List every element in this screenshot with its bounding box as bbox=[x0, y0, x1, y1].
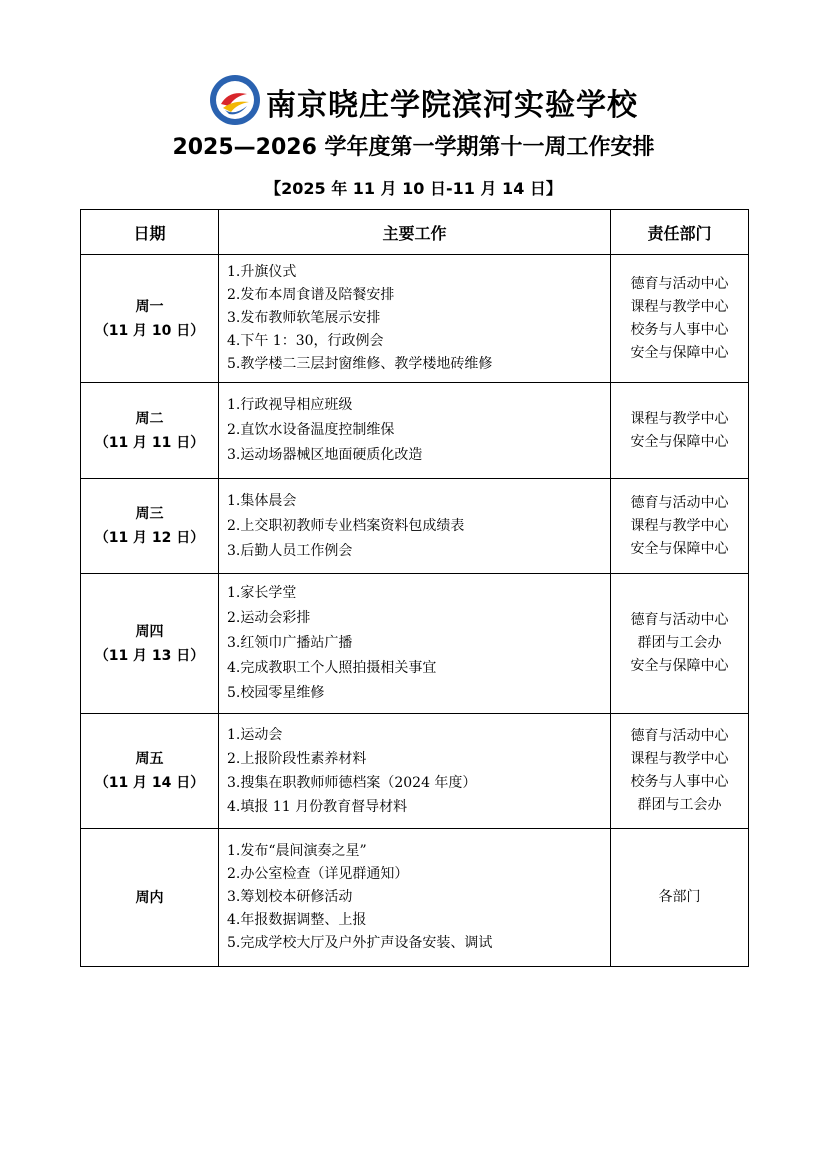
day-cell bbox=[81, 829, 219, 967]
dept-item: 安全与保障中心 bbox=[630, 433, 729, 450]
day-label: 周三 bbox=[135, 506, 164, 522]
day-date: （11 月 10 日） bbox=[94, 322, 205, 339]
column-header-date: 日期 bbox=[81, 210, 219, 255]
work-item: 3.搜集在职教师师德档案（2024 年度） bbox=[227, 775, 477, 791]
work-item: 3.发布教师软笔展示安排 bbox=[227, 310, 381, 326]
table-row bbox=[81, 829, 749, 967]
work-cell bbox=[219, 479, 611, 574]
dept-item: 各部门 bbox=[658, 889, 701, 905]
work-item: 2.直饮水设备温度控制维保 bbox=[227, 422, 395, 438]
dept-item: 课程与教学中心 bbox=[630, 751, 729, 767]
day-cell bbox=[81, 255, 219, 383]
dept-item: 校务与人事中心 bbox=[630, 321, 729, 338]
day-date: （11 月 13 日） bbox=[94, 647, 205, 664]
day-label: 周二 bbox=[135, 410, 164, 427]
day-cell bbox=[81, 479, 219, 574]
dept-item: 群团与工会办 bbox=[637, 635, 722, 651]
dept-item: 群团与工会办 bbox=[637, 797, 722, 813]
day-date: （11 月 14 日） bbox=[94, 775, 205, 791]
column-header-work: 主要工作 bbox=[219, 210, 611, 255]
schedule-table bbox=[80, 209, 749, 967]
dept-cell bbox=[611, 479, 749, 574]
work-item: 4.完成教职工个人照拍摄相关事宜 bbox=[227, 660, 437, 676]
column-header-dept: 责任部门 bbox=[611, 210, 749, 255]
day-date: （11 月 12 日） bbox=[94, 530, 205, 546]
work-cell bbox=[219, 255, 611, 383]
dept-cell bbox=[611, 574, 749, 714]
day-label: 周四 bbox=[135, 623, 164, 640]
work-item: 1.发布“晨间演奏之星” bbox=[227, 843, 367, 859]
work-item: 4.填报 11 月份教育督导材料 bbox=[227, 799, 408, 815]
dept-item: 校务与人事中心 bbox=[630, 774, 729, 790]
school-header bbox=[0, 70, 827, 130]
work-item: 3.后勤人员工作例会 bbox=[227, 542, 353, 559]
school-emblem-icon bbox=[209, 74, 261, 126]
day-cell bbox=[81, 574, 219, 714]
work-item: 2.办公室检查（详见群通知） bbox=[227, 866, 409, 882]
work-item: 2.运动会彩排 bbox=[227, 610, 311, 626]
dept-item: 安全与保障中心 bbox=[630, 540, 729, 557]
work-item: 5.完成学校大厅及户外扩声设备安装、调试 bbox=[227, 935, 493, 951]
dept-item: 安全与保障中心 bbox=[630, 344, 729, 361]
dept-item: 德育与活动中心 bbox=[630, 728, 729, 744]
work-item: 2.上报阶段性素养材料 bbox=[227, 751, 367, 767]
dept-item: 课程与教学中心 bbox=[630, 298, 729, 315]
school-name: 南京晓庄学院滨河实验学校 bbox=[266, 88, 638, 123]
dept-item: 德育与活动中心 bbox=[630, 494, 729, 511]
table-row bbox=[81, 574, 749, 714]
work-item: 1.集体晨会 bbox=[227, 492, 297, 509]
day-label: 周内 bbox=[135, 889, 164, 906]
work-item: 5.教学楼二三层封窗维修、教学楼地砖维修 bbox=[227, 356, 493, 372]
work-item: 3.筹划校本研修活动 bbox=[227, 889, 353, 905]
dept-cell bbox=[611, 714, 749, 829]
day-cell bbox=[81, 383, 219, 479]
day-label: 周五 bbox=[135, 751, 164, 767]
work-cell bbox=[219, 714, 611, 829]
table-row bbox=[81, 714, 749, 829]
page-title: 2025—2026 学年度第一学期第十一周工作安排 bbox=[172, 135, 655, 160]
dept-item: 安全与保障中心 bbox=[630, 658, 729, 674]
table-header-row bbox=[81, 210, 749, 255]
work-item: 3.运动场器械区地面硬质化改造 bbox=[227, 447, 423, 463]
day-label: 周一 bbox=[135, 298, 164, 315]
dept-cell bbox=[611, 255, 749, 383]
dept-item: 德育与活动中心 bbox=[630, 275, 729, 292]
work-cell bbox=[219, 829, 611, 967]
work-cell bbox=[219, 574, 611, 714]
table-row bbox=[81, 383, 749, 479]
work-item: 1.升旗仪式 bbox=[227, 264, 297, 280]
day-cell bbox=[81, 714, 219, 829]
work-item: 1.行政视导相应班级 bbox=[227, 397, 353, 413]
work-cell bbox=[219, 383, 611, 479]
work-item: 1.家长学堂 bbox=[227, 585, 297, 601]
work-item: 4.年报数据调整、上报 bbox=[227, 912, 367, 928]
dept-cell bbox=[611, 829, 749, 967]
date-range: 【2025 年 11 月 10 日-11 月 14 日】 bbox=[265, 179, 562, 198]
work-item: 1.运动会 bbox=[227, 727, 283, 743]
work-item: 5.校园零星维修 bbox=[227, 685, 325, 701]
table-row bbox=[81, 255, 749, 383]
work-item: 2.上交职初教师专业档案资料包成绩表 bbox=[227, 517, 465, 534]
work-item: 3.红领巾广播站广播 bbox=[227, 635, 353, 651]
dept-item: 德育与活动中心 bbox=[630, 612, 729, 628]
dept-item: 课程与教学中心 bbox=[630, 410, 729, 427]
work-item: 4.下午 1：30，行政例会 bbox=[227, 333, 384, 349]
dept-item: 课程与教学中心 bbox=[630, 517, 729, 534]
table-row bbox=[81, 479, 749, 574]
dept-cell bbox=[611, 383, 749, 479]
work-item: 2.发布本周食谱及陪餐安排 bbox=[227, 287, 395, 303]
day-date: （11 月 11 日） bbox=[94, 434, 205, 451]
